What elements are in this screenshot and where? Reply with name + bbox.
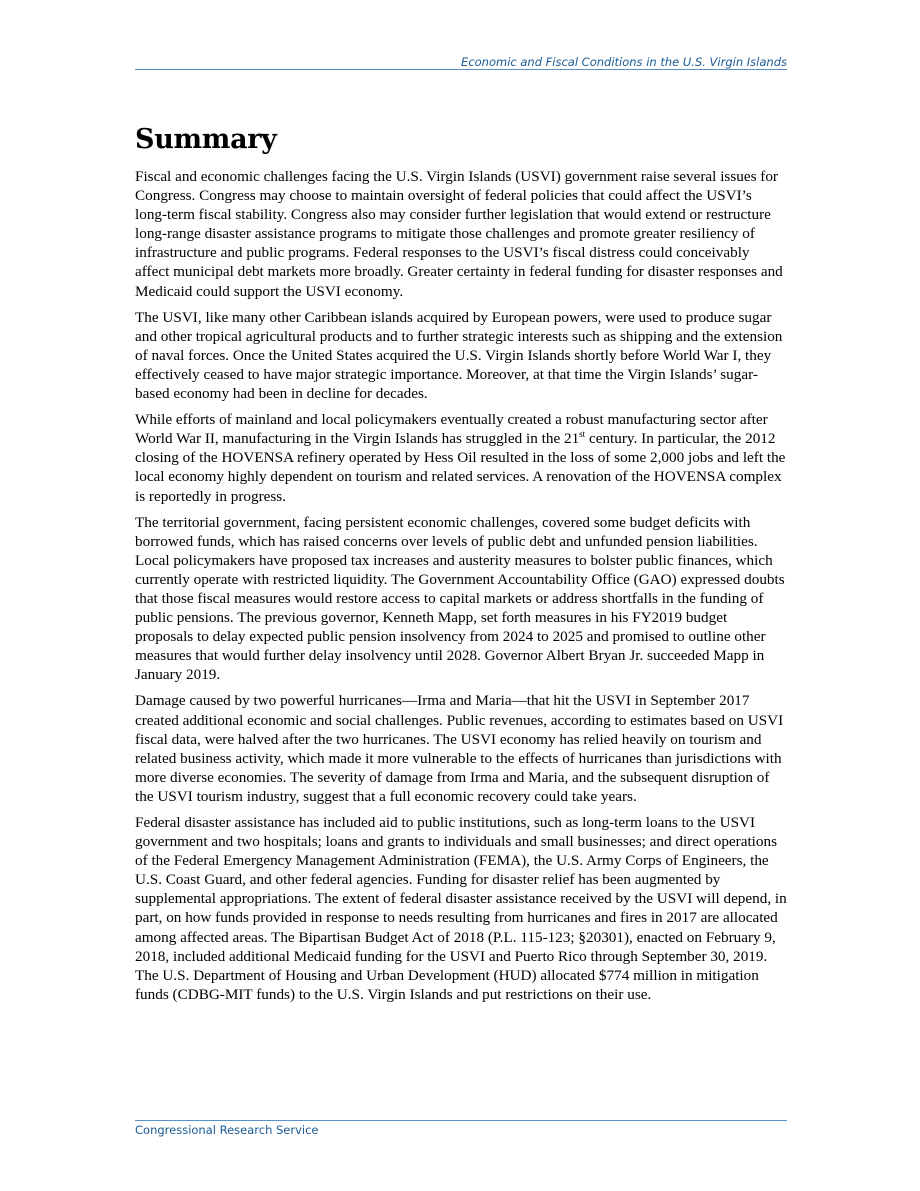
ordinal-superscript: st (579, 429, 586, 440)
paragraph-2: The USVI, like many other Caribbean islands acquired by European powers, were used to produce sugar and other tropical agricultural products and to further strategic interests such as shipping and the extension of naval forces. Once the United States acquired the U.S. Virgin Islands shortly before World War I, they effectively ceased to have major strategic importance. Moreover, at that time the Virgin Islands’ sugar-based economy had been in decline for decades. (135, 308, 783, 403)
running-footer: Congressional Research Service (135, 1123, 319, 1137)
paragraph-4: The territorial government, facing persistent economic challenges, covered some budget deficits with borrowed funds, which has raised concerns over levels of public debt and unfunded pension liabilities. Local policymakers have proposed tax increases and austerity measures to bolster public finances, which currently operate with restricted liquidity. The Government Accountability Office (GAO) expressed doubts that those fiscal measures would restore access to capital markets or address shortfalls in the funding of public pensions. The previous governor, Kenneth Mapp, set forth measures in his FY2019 budget proposals to delay expected public pension insolvency from 2024 to 2025 and promised to outline other measures that would further delay insolvency until 2028. Governor Albert Bryan Jr. succeeded Mapp in January 2019. (135, 513, 785, 684)
summary-body (135, 167, 787, 1011)
paragraph-3-text-start: While efforts of mainland and local policymakers eventually created a robust manufacturing sector after World War II, manufacturing in the Virgin Islands has struggled in the 21 (135, 411, 768, 448)
paragraph-6: Federal disaster assistance has included aid to public institutions, such as long-term loans to the USVI government and two hospitals; loans and grants to individuals and small businesses; and direct operations of the Federal Emergency Management Administration (FEMA), the U.S. Army Corps of Engineers, the U.S. Coast Guard, and other federal agencies. Funding for disaster relief has been augmented by supplemental appropriations. The extent of federal disaster assistance received by the USVI will depend, in part, on how funds provided in response to needs resulting from hurricanes and fires in 2017 are allocated among affected areas. The Bipartisan Budget Act of 2018 (P.L. 115-123; §20301), enacted on February 9, 2018, included additional Medicaid funding for the USVI and Puerto Rico through September 30, 2019. The U.S. Department of Housing and Urban Development (HUD) allocated $774 million in mitigation funds (CDBG-MIT funds) to the U.S. Virgin Islands and put restrictions on their use. (135, 814, 787, 1003)
paragraph-1: Fiscal and economic challenges facing the U.S. Virgin Islands (USVI) government raise several issues for Congress. Congress may choose to maintain oversight of federal policies that could affect the USVI’s long-term fiscal stability. Congress also may consider further legislation that would extend or restructure long-range disaster assistance programs to mitigate those challenges and promote greater resiliency of infrastructure and public programs. Federal responses to the USVI’s fiscal distress could conceivably affect municipal debt markets more broadly. Greater certainty in federal funding for disaster responses and Medicaid could support the USVI economy. (135, 168, 783, 300)
running-header: Economic and Fiscal Conditions in the U.S. Virgin Islands (461, 55, 787, 69)
paragraph-3 (135, 410, 787, 505)
header-divider (135, 69, 787, 70)
section-title: Summary (135, 124, 277, 155)
paragraph-5: Damage caused by two powerful hurricanes—Irma and Maria—that hit the USVI in September 2017 created additional economic and social challenges. Public revenues, according to estimates based on USVI fiscal data, were halved after the two hurricanes. The USVI economy has relied heavily on tourism and related business activity, which made it more vulnerable to the effects of hurricanes than jurisdictions with more diverse economies. The severity of damage from Irma and Maria, and the subsequent disruption of the USVI tourism industry, suggest that a full economic recovery could take years. (135, 692, 784, 805)
footer-divider (135, 1120, 787, 1121)
paragraph-3-text-end: century. In particular, the 2012 closing of the HOVENSA refinery operated by Hess Oil resulted in the loss of some 2,000 jobs and left the local economy highly dependent on tourism and related services. A renovation of the HOVENSA complex is reportedly in progress. (135, 430, 786, 505)
